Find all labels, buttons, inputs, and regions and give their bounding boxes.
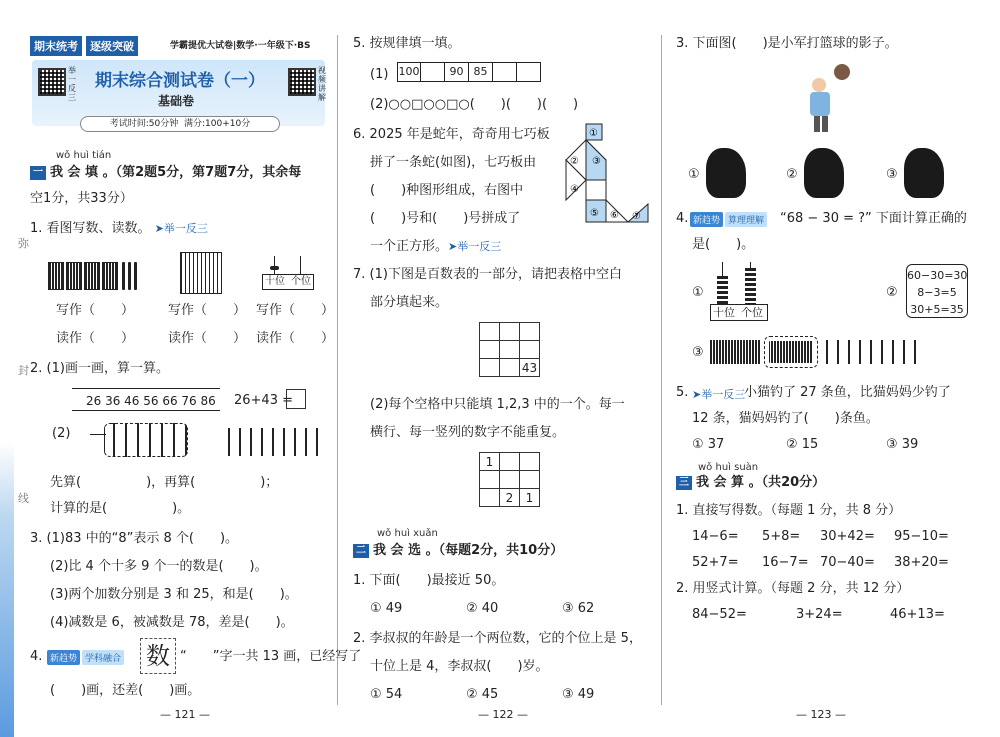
read-2: 读作（ ） xyxy=(168,331,247,346)
seq-cell: 90 xyxy=(445,62,469,82)
left-margin-strip xyxy=(0,0,14,737)
calc-item[interactable]: 38+20= xyxy=(894,555,949,570)
tangram-label: ② xyxy=(570,156,579,167)
page-title: 期末综合测试卷（一） xyxy=(95,71,265,91)
abacus xyxy=(262,256,314,290)
vertical-calc-item[interactable]: 84−52= xyxy=(692,607,747,622)
sticks-loose xyxy=(228,428,318,456)
s1-text: 1. 直接写得数。（每题 1 分，共 8 分） xyxy=(676,503,902,518)
vertical-calc-item[interactable]: 46+13= xyxy=(890,607,945,622)
q1-text xyxy=(30,220,208,238)
c5-opt-2[interactable]: ② 15 xyxy=(786,437,819,452)
sec3-title-text: 我 会 算 。（共20分） xyxy=(696,475,826,490)
q2-calc: 计算的是( )。 xyxy=(50,501,191,516)
c5-text: 小猫钓了 27 条鱼，比猫妈妈少钓了 xyxy=(744,385,951,400)
header-tag-2: 逐级突破 xyxy=(86,36,138,56)
number-line-base xyxy=(72,410,220,411)
grid-cell: 43 xyxy=(520,359,540,377)
single-stick xyxy=(128,262,131,290)
c3-opt-1[interactable]: ① xyxy=(688,167,700,182)
grid-cell[interactable] xyxy=(500,323,520,341)
q3-3: (3)两个加数分别是 3 和 25，和是( )。 xyxy=(50,587,298,602)
q1-tag: ➤举一反三 xyxy=(154,222,208,235)
answer-box[interactable] xyxy=(286,389,306,409)
write-2: 写作（ ） xyxy=(168,303,247,318)
single-stick xyxy=(122,262,125,290)
shadow-silhouette-1 xyxy=(706,148,746,198)
q6-5-text: 一个正方形。 xyxy=(370,239,449,254)
tangram-label: ① xyxy=(589,128,598,139)
sec1-pinyin: wǒ huì tián xyxy=(56,150,112,161)
c1-opt-3[interactable]: ③ 62 xyxy=(562,601,595,616)
c5-tag: ➤举一反三 xyxy=(692,388,746,401)
sec1-number: 一 xyxy=(30,166,46,180)
q6-tag: ➤举一反三 xyxy=(448,240,502,253)
calc-item[interactable]: 14−6= xyxy=(692,529,739,544)
q2-first: 先算( )，再算( )； xyxy=(50,475,279,490)
loose-sticks-row xyxy=(826,340,918,364)
q3-2: (2)比 4 个十多 9 个一的数是( )。 xyxy=(50,559,268,574)
c4-tag-new: 新趋势 xyxy=(690,212,723,227)
q5-text: 5. 按规律填一填。 xyxy=(353,36,461,51)
stick-bundle xyxy=(84,262,100,290)
stick-bundles-boxed xyxy=(764,336,818,368)
eq-line: 30+5=35 xyxy=(910,303,964,316)
q5-1-label: (1) xyxy=(370,67,389,82)
q4-char-box xyxy=(140,638,176,674)
hundred-chart xyxy=(479,322,540,377)
c5-num: 5. xyxy=(676,385,689,400)
q4-tag-subject: 学科融合 xyxy=(82,650,124,665)
calc-item[interactable]: 16−7= xyxy=(762,555,809,570)
q5-2: (2)○○□○○□○( )( )( ) xyxy=(370,97,579,112)
stick-bundle xyxy=(66,262,82,290)
sec3-title xyxy=(676,474,825,492)
calc-item[interactable]: 70−40= xyxy=(820,555,875,570)
c4-opt-1[interactable]: ① xyxy=(692,285,704,300)
q6-2: 拼了一条蛇(如图)，七巧板由 xyxy=(370,155,537,170)
c4-opt-3[interactable]: ③ xyxy=(692,345,704,360)
sec2-pinyin: wǒ huì xuǎn xyxy=(377,528,438,539)
basketball-player-image xyxy=(800,62,860,134)
grid-cell[interactable] xyxy=(480,359,500,377)
q7-1b: 部分填起来。 xyxy=(370,295,449,310)
qr-left-label: 举一反三 xyxy=(68,66,76,102)
stick-bundles-row xyxy=(710,340,760,364)
stick-bundle xyxy=(102,262,118,290)
hundred-grid xyxy=(180,252,222,294)
tangram-label: ⑦ xyxy=(632,211,641,222)
side-text-2: 封 xyxy=(18,364,29,377)
s2-text: 2. 用竖式计算。（每题 2 分，共 12 分） xyxy=(676,581,910,596)
abacus-one-label: 个位 xyxy=(741,306,763,319)
tangram-label: ⑥ xyxy=(610,210,619,221)
sec2-title xyxy=(353,542,563,560)
grid-cell[interactable] xyxy=(520,471,540,489)
q2-text: 2. (1)画一画，算一算。 xyxy=(30,361,169,376)
q1-label: 1. 看图写数、读数。 xyxy=(30,221,151,236)
stick-bundle-box xyxy=(104,423,188,457)
q6-3: ( )种图形组成，右图中 xyxy=(370,183,524,198)
eq-line: 8−3=5 xyxy=(917,286,957,299)
q3-4: (4)减数是 6，被减数是 78，差是( )。 xyxy=(50,615,294,630)
c4-text: “68 − 30 = ?” 下面计算正确的 xyxy=(780,211,967,226)
side-text-1: 弥 xyxy=(18,237,29,250)
single-stick xyxy=(134,262,137,290)
grid-cell[interactable] xyxy=(500,359,520,377)
exam-score: 满分:100+10分 xyxy=(184,119,251,129)
equation-26-43: 26+43 = xyxy=(234,393,294,408)
grid-cell[interactable] xyxy=(520,323,540,341)
seq-cell[interactable] xyxy=(493,62,517,82)
q4-num: 4. xyxy=(30,649,43,664)
c3-opt-2[interactable]: ② xyxy=(786,167,798,182)
sec3-pinyin: wǒ huì suàn xyxy=(698,462,759,473)
grid-cell: 2 xyxy=(500,489,520,507)
q4-text: “ ”字一共 13 画，已经写了 xyxy=(180,649,362,664)
q4-char: 数 xyxy=(146,642,170,670)
tangram-label: ④ xyxy=(570,184,579,195)
c4-opt-2[interactable]: ② xyxy=(886,285,898,300)
tangram-snake xyxy=(558,122,654,232)
side-text-3: 线 xyxy=(18,492,29,505)
grid-cell[interactable] xyxy=(480,471,500,489)
vertical-calc-item[interactable]: 3+24= xyxy=(796,607,843,622)
c2-opt-3[interactable]: ③ 49 xyxy=(562,687,595,702)
tangram-label: ③ xyxy=(592,156,601,167)
number-line xyxy=(72,388,220,389)
c2-opt-2[interactable]: ② 45 xyxy=(466,687,499,702)
exam-info xyxy=(80,116,280,132)
calc-item[interactable]: 30+42= xyxy=(820,529,875,544)
c2-text: 2. 李叔叔的年龄是一个两位数，它的个位上是 5， xyxy=(353,631,642,646)
grid-cell[interactable] xyxy=(500,341,520,359)
grid-cell: 1 xyxy=(480,453,500,471)
divider-1 xyxy=(337,35,338,705)
write-1: 写作（ ） xyxy=(56,303,135,318)
sec1-cont: 空1分，共33分） xyxy=(30,191,133,206)
grid-cell[interactable] xyxy=(520,341,540,359)
number-line-labels: 26 36 46 56 66 76 86 xyxy=(86,394,216,408)
page-subtitle: 基础卷 xyxy=(158,94,195,108)
q2-part2: (2) xyxy=(52,426,71,441)
abacus-68 xyxy=(710,262,768,322)
grid-cell[interactable] xyxy=(480,489,500,507)
header-tag-1: 期末统考 xyxy=(30,36,82,56)
sec3-number: 三 xyxy=(676,476,692,490)
qr-code-right xyxy=(288,68,316,96)
shadow-silhouette-2 xyxy=(804,148,844,198)
grid-cell[interactable] xyxy=(520,453,540,471)
basketball-icon xyxy=(834,64,850,80)
read-3: 读作（ ） xyxy=(256,331,335,346)
divider-2 xyxy=(661,35,662,705)
c1-opt-2[interactable]: ② 40 xyxy=(466,601,499,616)
q6-4: ( )号和( )号拼成了 xyxy=(370,211,521,226)
grid-cell[interactable] xyxy=(500,471,520,489)
abacus-ten-label: 十位 xyxy=(265,276,285,287)
sec1-title-text: 我 会 填 。（第2题5分，第7题7分，其余每 xyxy=(50,165,302,180)
c5-opt-1[interactable]: ① 37 xyxy=(692,437,725,452)
c2-text-b: 十位上是 4，李叔叔( )岁。 xyxy=(370,659,549,674)
c3-opt-3[interactable]: ③ xyxy=(886,167,898,182)
q4-cont: ( )画，还差( )画。 xyxy=(50,683,201,698)
equation-box xyxy=(906,264,968,318)
c4-tag-concept: 算理理解 xyxy=(725,212,767,227)
c4-text-b: 是( )。 xyxy=(692,237,755,252)
tangram-label: ⑤ xyxy=(590,208,599,219)
sec2-title-text: 我 会 选 。（每题2分，共10分） xyxy=(373,543,564,558)
c2-opt-1[interactable]: ① 54 xyxy=(370,687,403,702)
grid-cell[interactable] xyxy=(480,323,500,341)
q6-5 xyxy=(370,238,501,256)
q7-2: (2)每个空格中只能填 1,2,3 中的一个。每一 xyxy=(370,397,625,412)
page-number-123: — 123 — xyxy=(796,708,846,721)
exam-time: 考试时间:50分钟 xyxy=(109,119,179,129)
page-number-121: — 121 — xyxy=(160,708,210,721)
q7-1: 7. (1)下图是百数表的一部分，请把表格中空白 xyxy=(353,267,622,282)
sec2-number: 二 xyxy=(353,544,369,558)
c4-num: 4. xyxy=(676,211,689,226)
calc-item[interactable]: 5+8= xyxy=(762,529,801,544)
seq-cell[interactable] xyxy=(421,62,445,82)
write-3: 写作（ ） xyxy=(256,303,335,318)
sequence-row xyxy=(397,62,541,82)
header-series: 学霸提优大试卷|数学·一年级下·BS xyxy=(170,41,311,51)
qr-code-left xyxy=(38,68,66,96)
grid-cell[interactable] xyxy=(500,453,520,471)
header-band xyxy=(30,36,327,56)
q4-tag-new: 新趋势 xyxy=(47,650,80,665)
c1-text: 1. 下面( )最接近 50。 xyxy=(353,573,505,588)
stick-bundle xyxy=(48,262,64,290)
abacus-one-label: 个位 xyxy=(291,276,311,287)
seq-cell[interactable] xyxy=(517,62,541,82)
eq-line: 60−30=30 xyxy=(907,269,968,282)
calc-item[interactable]: 95−10= xyxy=(894,529,949,544)
c1-opt-1[interactable]: ① 49 xyxy=(370,601,403,616)
q3-1: 3. (1)83 中的“8”表示 8 个( )。 xyxy=(30,531,239,546)
qr-right-label: 视频讲解 xyxy=(318,66,326,102)
shadow-silhouette-3 xyxy=(904,148,944,198)
page-number-122: — 122 — xyxy=(478,708,528,721)
abacus-ten-label: 十位 xyxy=(713,306,735,319)
grid-cell: 1 xyxy=(520,489,540,507)
grid-cell[interactable] xyxy=(480,341,500,359)
q6-1: 6. 2025 年是蛇年，奇奇用七巧板 xyxy=(353,127,550,142)
calc-item[interactable]: 52+7= xyxy=(692,555,739,570)
sec1-title xyxy=(30,164,301,182)
c3-text: 3. 下面图( )是小军打篮球的影子。 xyxy=(676,36,898,51)
c5-text-b: 12 条，猫妈妈钓了( )条鱼。 xyxy=(692,411,879,426)
seq-cell: 100 xyxy=(397,62,421,82)
q7-2b: 横行、每一竖列的数字不能重复。 xyxy=(370,425,566,440)
c5-opt-3[interactable]: ③ 39 xyxy=(886,437,919,452)
seq-cell: 85 xyxy=(469,62,493,82)
latin-square xyxy=(479,452,540,507)
read-1: 读作（ ） xyxy=(56,331,135,346)
